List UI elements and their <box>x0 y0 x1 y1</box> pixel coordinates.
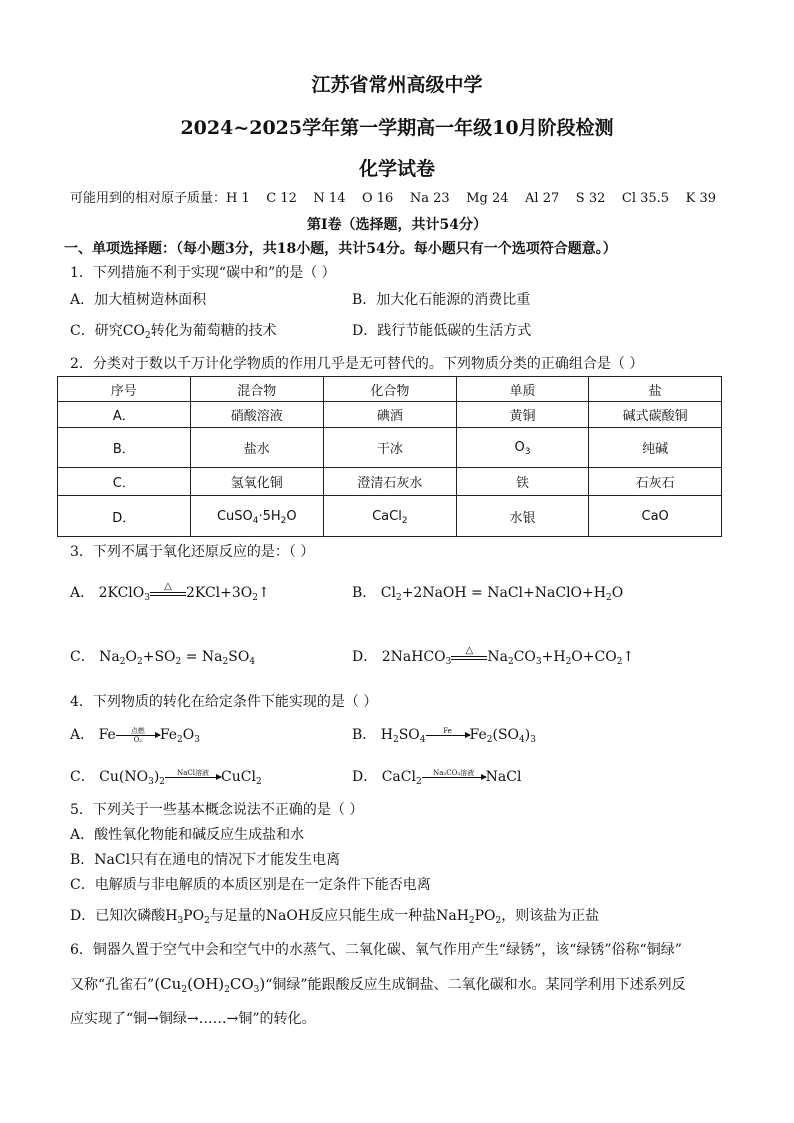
formula-part: ·5H <box>258 508 281 524</box>
q5-stem: 5．下列关于一些基本概念说法不正确的是（ ） <box>70 802 364 818</box>
formula-sub: 2 <box>204 916 210 926</box>
option-label: A． <box>70 585 95 601</box>
q4-option-b <box>352 726 536 744</box>
formula-part: (SO <box>492 727 520 743</box>
option-label: B． <box>352 585 377 601</box>
option-label: D． <box>352 769 378 785</box>
arrow-line-icon <box>116 735 160 736</box>
option-label: A． <box>70 727 95 743</box>
classification-table <box>57 376 722 537</box>
formula-sub: 2 <box>181 985 188 995</box>
q5-option-b: B．NaCl只有在通电的情况下才能发生电离 <box>70 852 341 868</box>
option-label: C． <box>70 769 95 785</box>
formula-sub: 2 <box>486 735 493 745</box>
ozone-text: O <box>514 440 525 455</box>
q1-stem: 1．下列措施不利于实现“碳中和”的是（ ） <box>70 265 336 281</box>
formula-part: O <box>182 727 195 743</box>
arrow-condition: 点燃 <box>130 726 145 735</box>
formula-part: NaCl <box>485 769 522 785</box>
heat-equals-sign <box>150 582 186 596</box>
table-cell: CaO <box>589 496 722 537</box>
formula-part: Fe <box>159 727 178 743</box>
table-cell <box>190 496 323 537</box>
formula-part: SO <box>398 727 420 743</box>
option-label: D． <box>352 649 378 665</box>
q3-option-b <box>352 584 623 602</box>
formula-sub: 3 <box>177 916 184 926</box>
text-part: PO <box>474 908 496 924</box>
table-cell: 干冰 <box>323 428 456 468</box>
formula-sub: 2 <box>224 985 230 995</box>
part1-title: 第Ⅰ卷（选择题，共计54分） <box>306 217 488 233</box>
table-cell <box>456 428 589 468</box>
formula-sub: 2 <box>415 777 422 787</box>
formula-part: (Cu <box>154 975 182 993</box>
table-row <box>58 428 722 468</box>
formula-sub: 3 <box>445 657 452 667</box>
formula-part: SO <box>228 649 250 665</box>
formula-part: H <box>380 727 393 743</box>
formula-part: 2KClO <box>98 585 145 601</box>
q3-option-a <box>70 581 270 603</box>
formula-sub: 2 <box>280 515 287 526</box>
arrow-condition: Fe <box>443 726 452 735</box>
text-part: D．已知次磷酸H <box>70 908 178 924</box>
table-cell: 碘酒 <box>323 402 456 428</box>
q1-c-sub: 2 <box>144 331 151 341</box>
table-cell: A． <box>58 402 191 428</box>
text-part: ，则该盐为正盐 <box>501 908 600 924</box>
q4-stem: 4．下列物质的转化在给定条件下能实现的是（ ） <box>70 694 378 710</box>
formula-part: Cu(NO <box>99 769 149 785</box>
section1-title: 一、单项选择题：（每小题3分，共18小题，共计54分。每小题只有一个选项符合题意。） <box>64 241 617 257</box>
formula-sub: 2 <box>119 657 126 667</box>
formula-sub: 2 <box>495 916 502 926</box>
formula-part: 2NaHCO <box>381 649 446 665</box>
q6-line-2 <box>70 975 686 994</box>
subject-title: 化学试卷 <box>358 158 435 180</box>
q3-stem: 3．下列不属于氧化还原反应的是：（ ） <box>70 544 315 560</box>
formula-sub: 3 <box>535 657 542 667</box>
formula-part: CO <box>229 975 254 993</box>
formula-sub: 2 <box>468 916 475 926</box>
formula-sub: 2 <box>616 657 623 667</box>
reaction-arrow <box>422 769 486 778</box>
formula-part: CaCl <box>381 769 416 785</box>
formula-part: +SO <box>142 649 176 665</box>
formula-sub: 2 <box>605 593 612 603</box>
table-header-row <box>58 377 722 402</box>
heat-equals-sign <box>451 646 487 660</box>
table-row <box>58 468 722 496</box>
formula-part: Na <box>99 649 120 665</box>
formula-sub: 2 <box>392 735 399 745</box>
formula-part: O+CO <box>571 649 617 665</box>
q4-option-d <box>352 768 521 786</box>
table-header-cell: 混合物 <box>190 377 323 402</box>
q1-c-text-2: 转化为葡萄糖的技术 <box>150 323 277 339</box>
formula-part: Fe <box>469 727 487 743</box>
table-cell: C． <box>58 468 191 496</box>
formula-sub: 2 <box>252 593 259 603</box>
formula-sub: 2 <box>507 657 514 667</box>
formula-sub: 3 <box>194 735 200 745</box>
ozone-sub: 3 <box>524 447 531 457</box>
table-cell: B． <box>58 428 191 468</box>
table-cell: 纯碱 <box>589 428 722 468</box>
formula-part: 2KCl+3O <box>185 585 253 601</box>
q3-option-c <box>70 648 255 666</box>
formula-part: ) <box>524 727 531 743</box>
q1-option-d: D．践行节能低碳的生活方式 <box>352 323 532 339</box>
q1-option-b: B．加大化石能源的消费比重 <box>352 292 531 308</box>
formula-part: Na <box>487 649 508 665</box>
table-cell: 石灰石 <box>589 468 722 496</box>
formula-part: CaCl <box>372 508 402 524</box>
arrow-condition: O₂ <box>133 735 143 744</box>
formula-sub: 3 <box>530 735 536 745</box>
formula-part: O <box>125 649 137 665</box>
formula-sub: 2 <box>137 657 143 667</box>
q5-option-c: C．电解质与非电解质的本质区别是在一定条件下能否电离 <box>70 877 431 893</box>
formula-part: CuSO <box>216 508 253 524</box>
table-header-cell: 序号 <box>58 377 191 402</box>
formula-sub: 2 <box>159 777 166 787</box>
q6-line-1: 6．铜器久置于空气中会和空气中的水蒸气、二氧化碳、氧气作用产生“绿锈”，该“绿锈”俗称“铜绿” <box>70 942 682 958</box>
formula-sub: 3 <box>148 777 154 787</box>
heat-triangle-icon: △ <box>164 581 172 592</box>
formula-sub: 4 <box>519 735 525 745</box>
formula-part: O <box>286 508 297 524</box>
formula-part: Fe <box>98 727 116 743</box>
option-label: B． <box>352 727 377 743</box>
double-line <box>150 592 186 596</box>
table-cell: 铁 <box>456 468 589 496</box>
text-part: “铜绿”能跟酸反应生成铜盐、二氧化碳和水。某同学利用下述系列反 <box>265 977 686 993</box>
gas-arrow-icon: ↑ <box>258 585 270 601</box>
double-line <box>451 656 487 660</box>
reaction-arrow <box>165 769 221 778</box>
arrow-line-icon <box>422 777 486 778</box>
table-cell: 澄清石灰水 <box>323 468 456 496</box>
formula-part: ) <box>259 975 266 993</box>
formula-sub: 3 <box>144 593 150 603</box>
table-cell: 碱式碳酸铜 <box>589 402 722 428</box>
reaction-arrow <box>116 727 160 744</box>
q1-option-a: A．加大植树造林面积 <box>70 292 207 308</box>
table-cell: 黄铜 <box>456 402 589 428</box>
q1-option-c <box>70 322 277 340</box>
table-cell: D． <box>58 496 191 537</box>
formula-sub: 2 <box>175 657 182 667</box>
arrow-condition: Na₂CO₃溶液 <box>433 768 475 777</box>
q5-option-a: A．酸性氧化物能和碱反应生成盐和水 <box>70 827 305 843</box>
formula-sub: 4 <box>249 657 256 667</box>
table-header-cell: 盐 <box>589 377 722 402</box>
option-label: C． <box>70 649 95 665</box>
formula-part: Cl <box>380 585 396 601</box>
reaction-arrow <box>426 727 470 736</box>
formula-sub: 2 <box>395 593 402 603</box>
formula-part: O <box>611 585 624 601</box>
q2-stem: 2．分类对于数以千万计化学物质的作用几乎是无可替代的。下列物质分类的正确组合是（ ） <box>70 356 644 372</box>
q4-option-a <box>70 726 200 744</box>
table-header-cell: 化合物 <box>323 377 456 402</box>
formula-part: ) <box>153 769 160 785</box>
arrow-condition: NaCl溶液 <box>177 768 209 777</box>
formula-sub: 2 <box>565 657 572 667</box>
formula-sub: 2 <box>222 657 229 667</box>
heat-triangle-icon: △ <box>465 645 474 656</box>
q1-c-text: C．研究CO <box>70 323 145 339</box>
atomic-masses: 可能用到的相对原子质量：H 1 C 12 N 14 O 16 Na 23 Mg 24 Al 27 S 32 Cl 35.5 K 39 <box>70 191 716 206</box>
table-cell: 盐水 <box>190 428 323 468</box>
table-cell: 氢氧化铜 <box>190 468 323 496</box>
table-row <box>58 496 722 537</box>
text-part: 又称“孔雀石” <box>70 977 155 993</box>
formula-part: CuCl <box>221 769 256 785</box>
exam-title: 2024~2025学年第一学期高一年级10月阶段检测 <box>180 117 614 139</box>
formula-part: (OH) <box>187 975 225 993</box>
formula-sub: 2 <box>401 515 408 526</box>
table-row <box>58 402 722 428</box>
formula-part: = Na <box>181 649 223 665</box>
q4-option-c <box>70 768 262 786</box>
formula-sub: 4 <box>252 515 259 526</box>
formula-part: +H <box>541 649 566 665</box>
arrow-line-icon <box>165 777 221 778</box>
table-cell: 水银 <box>456 496 589 537</box>
formula-sub: 2 <box>177 735 183 745</box>
formula-sub: 4 <box>419 735 426 745</box>
formula-part: CO <box>513 649 536 665</box>
arrow-line-icon <box>426 735 470 736</box>
formula-sub: 3 <box>253 985 260 995</box>
q6-line-3: 应实现了“铜→铜绿→……→铜”的转化。 <box>70 1011 316 1027</box>
text-part: 与足量的NaOH反应只能生成一种盐NaH <box>209 908 469 924</box>
school-title: 江苏省常州高级中学 <box>311 74 483 96</box>
table-cell <box>323 496 456 537</box>
formula-sub: 2 <box>255 777 262 787</box>
table-header-cell: 单质 <box>456 377 589 402</box>
table-cell: 硝酸溶液 <box>190 402 323 428</box>
formula-part: +2NaOH = NaCl+NaClO+H <box>401 585 606 601</box>
text-part: PO <box>183 908 205 924</box>
q5-option-d <box>70 907 599 925</box>
gas-arrow-icon: ↑ <box>622 649 635 665</box>
q3-option-d <box>352 645 635 667</box>
